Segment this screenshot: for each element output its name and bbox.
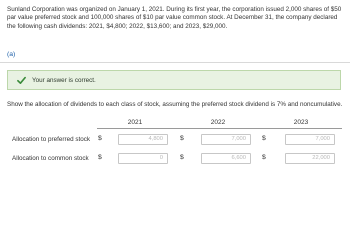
- preferred-2021-input[interactable]: 4,800: [118, 134, 168, 145]
- dollar-sign: $: [262, 135, 266, 142]
- row-label-preferred: Allocation to preferred stock: [12, 136, 91, 143]
- dollar-sign: $: [180, 135, 184, 142]
- year-header-2023: 2023: [293, 119, 309, 126]
- row-label-common: Allocation to common stock: [12, 155, 89, 162]
- check-icon: [17, 76, 26, 85]
- part-label: (a): [7, 51, 16, 58]
- preferred-2022-input[interactable]: 7,000: [201, 134, 251, 145]
- header-divider: [97, 128, 342, 129]
- dollar-sign: $: [180, 154, 184, 161]
- dollar-sign: $: [98, 154, 102, 161]
- instruction-text: Show the allocation of dividends to each class of stock, assuming the preferred stock dividend is 7% and noncumulative.: [7, 101, 343, 108]
- problem-statement: Sunland Corporation was organized on January 1, 2021. During its first year, the corporation issued 2,000 shares of $50 par value preferred stock and 100,000 shares of $10 par value common stock. At December 31, the company declared the following cash dividends: 2021, $4,800; 2022, $13,600; and 2023, $29,000.: [7, 6, 342, 30]
- preferred-2023-input[interactable]: 7,000: [285, 134, 335, 145]
- common-2021-input[interactable]: 0: [118, 153, 168, 164]
- year-header-2021: 2021: [127, 119, 143, 126]
- correct-feedback-banner: [7, 70, 341, 90]
- common-2022-input[interactable]: 6,600: [201, 153, 251, 164]
- year-header-2022: 2022: [210, 119, 226, 126]
- year-header-row: [97, 119, 342, 129]
- feedback-text: Your answer is correct.: [32, 76, 96, 84]
- dollar-sign: $: [98, 135, 102, 142]
- dollar-sign: $: [262, 154, 266, 161]
- common-2023-input[interactable]: 22,000: [285, 153, 335, 164]
- part-divider: [0, 62, 350, 63]
